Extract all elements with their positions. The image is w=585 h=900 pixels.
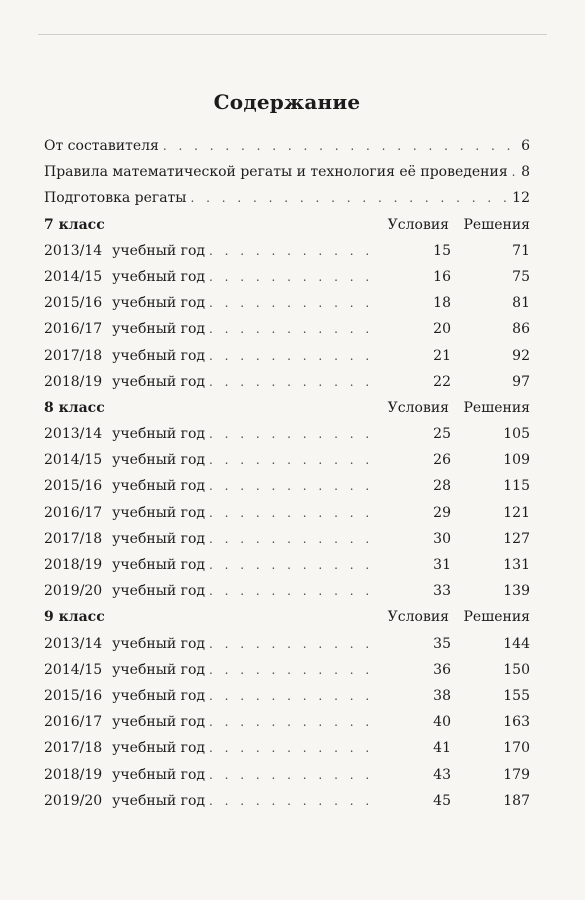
school-year	[44, 243, 205, 259]
year-range: 2015/16	[44, 687, 103, 704]
dot-leader	[209, 453, 381, 467]
year-suffix: учебный год	[112, 321, 206, 338]
solutions-page: 127	[503, 530, 530, 547]
toc-entry[interactable]	[44, 190, 530, 216]
conditions-page: 20	[433, 321, 451, 338]
year-range: 2017/18	[44, 530, 103, 547]
year-suffix: учебный год	[112, 373, 206, 390]
conditions-page: 15	[433, 242, 451, 259]
year-suffix: учебный год	[112, 766, 206, 783]
solutions-column-label: Решения	[463, 609, 530, 626]
school-year	[44, 531, 205, 547]
solutions-page: 179	[503, 766, 530, 783]
class-sections	[44, 217, 530, 819]
conditions-column-label: Условия	[387, 399, 449, 416]
toc-entry[interactable]	[44, 348, 530, 374]
year-range: 2017/18	[44, 347, 103, 364]
school-year	[44, 557, 205, 573]
solutions-page: 71	[512, 242, 530, 259]
year-suffix: учебный год	[112, 661, 206, 678]
conditions-page: 31	[433, 557, 451, 573]
solutions-page: 92	[512, 347, 530, 364]
dot-leader	[209, 794, 381, 808]
solutions-page: 144	[503, 635, 530, 652]
solutions-page: 115	[503, 478, 530, 495]
school-year	[44, 374, 205, 390]
dot-leader	[209, 270, 381, 284]
dot-leader	[163, 139, 517, 153]
dot-leader	[209, 296, 381, 310]
year-range: 2014/15	[44, 452, 103, 469]
dot-leader	[209, 741, 381, 755]
dot-leader	[209, 506, 381, 520]
school-year	[44, 636, 205, 652]
dot-leader	[512, 165, 517, 179]
conditions-page: 28	[433, 478, 451, 495]
year-suffix: учебный год	[112, 426, 206, 443]
conditions-page: 43	[433, 766, 451, 783]
year-suffix: учебный год	[112, 295, 206, 312]
dot-leader	[209, 479, 381, 493]
school-year	[44, 688, 205, 704]
year-range: 2013/14	[44, 426, 103, 443]
solutions-page: 81	[512, 295, 530, 312]
dot-leader	[209, 349, 381, 363]
school-year	[44, 321, 205, 337]
solutions-page: 97	[512, 373, 530, 390]
school-year	[44, 583, 205, 599]
toc-entry[interactable]	[44, 243, 530, 269]
conditions-page: 16	[433, 268, 451, 285]
school-year	[44, 767, 205, 783]
solutions-page: 150	[503, 661, 530, 678]
entry-page: 12	[512, 190, 530, 207]
toc-entry[interactable]	[44, 636, 530, 662]
year-suffix: учебный год	[112, 478, 206, 495]
conditions-page: 45	[433, 792, 451, 809]
conditions-page: 41	[433, 740, 451, 757]
toc-entry[interactable]	[44, 478, 530, 504]
toc-entry[interactable]	[44, 688, 530, 714]
toc-entry[interactable]	[44, 374, 530, 400]
dot-leader	[209, 558, 381, 572]
solutions-page: 131	[503, 557, 530, 573]
solutions-page: 121	[503, 504, 530, 521]
intro-list	[44, 138, 530, 217]
year-suffix: учебный год	[112, 268, 206, 285]
toc-entry[interactable]	[44, 662, 530, 688]
conditions-page: 38	[433, 687, 451, 704]
toc-entry[interactable]	[44, 557, 530, 583]
dot-leader	[209, 663, 381, 677]
year-suffix: учебный год	[112, 792, 206, 809]
solutions-page: 187	[503, 792, 530, 809]
year-suffix: учебный год	[112, 452, 206, 469]
solutions-column-label: Решения	[463, 216, 530, 233]
conditions-page: 25	[433, 426, 451, 443]
year-suffix: учебный год	[112, 714, 206, 731]
year-range: 2015/16	[44, 295, 103, 312]
year-range: 2018/19	[44, 373, 103, 390]
header-rule	[38, 34, 547, 35]
solutions-page: 170	[503, 740, 530, 757]
year-suffix: учебный год	[112, 687, 206, 704]
entry-page: 6	[521, 138, 530, 154]
year-range: 2017/18	[44, 740, 103, 757]
dot-leader	[209, 322, 381, 336]
year-suffix: учебный год	[112, 740, 206, 757]
solutions-column-label: Решения	[463, 399, 530, 416]
conditions-page: 40	[433, 714, 451, 731]
toc-entry[interactable]	[44, 793, 530, 819]
year-suffix: учебный год	[112, 583, 206, 600]
year-suffix: учебный год	[112, 557, 206, 573]
conditions-column-label: Условия	[387, 609, 449, 626]
conditions-column-label: Условия	[387, 216, 449, 233]
year-range: 2014/15	[44, 268, 103, 285]
year-range: 2016/17	[44, 714, 103, 731]
toc-entry[interactable]	[44, 138, 530, 164]
dot-leader	[209, 375, 381, 389]
year-suffix: учебный год	[112, 347, 206, 364]
solutions-page: 86	[512, 321, 530, 338]
conditions-page: 33	[433, 583, 451, 600]
year-range: 2018/19	[44, 766, 103, 783]
school-year	[44, 348, 205, 364]
dot-leader	[209, 427, 381, 441]
solutions-page: 155	[503, 687, 530, 704]
class-heading-row	[44, 609, 530, 635]
year-range: 2019/20	[44, 792, 103, 809]
dot-leader	[209, 715, 381, 729]
toc-entry[interactable]	[44, 269, 530, 295]
dot-leader	[209, 637, 381, 651]
year-range: 2018/19	[44, 557, 103, 573]
school-year	[44, 452, 205, 468]
school-year	[44, 426, 205, 442]
year-suffix: учебный год	[112, 635, 206, 652]
dot-leader	[209, 584, 381, 598]
school-year	[44, 714, 205, 730]
year-suffix: учебный год	[112, 242, 206, 259]
conditions-page: 26	[433, 452, 451, 469]
dot-leader	[209, 532, 381, 546]
year-range: 2015/16	[44, 478, 103, 495]
school-year	[44, 478, 205, 494]
toc-entry[interactable]	[44, 714, 530, 740]
toc-page	[44, 90, 530, 819]
solutions-page: 75	[512, 268, 530, 285]
toc-entry[interactable]	[44, 767, 530, 793]
dot-leader	[209, 689, 381, 703]
school-year	[44, 295, 205, 311]
school-year	[44, 740, 205, 756]
toc-entry[interactable]	[44, 531, 530, 557]
school-year	[44, 269, 205, 285]
toc-entry[interactable]	[44, 452, 530, 478]
year-range: 2019/20	[44, 583, 103, 600]
entry-title: Правила математической регаты и технология её проведения	[44, 164, 508, 181]
entry-title: От составителя	[44, 138, 159, 154]
dot-leader	[209, 768, 381, 782]
class-heading: 7 класс	[44, 216, 105, 233]
entry-page: 8	[521, 164, 530, 181]
year-range: 2016/17	[44, 321, 103, 338]
class-heading-row	[44, 400, 530, 426]
year-range: 2013/14	[44, 635, 103, 652]
toc-entry[interactable]	[44, 295, 530, 321]
solutions-page: 109	[503, 452, 530, 469]
class-heading-row	[44, 217, 530, 243]
toc-entry[interactable]	[44, 583, 530, 609]
toc-entry[interactable]	[44, 740, 530, 766]
conditions-page: 22	[433, 373, 451, 390]
year-suffix: учебный год	[112, 504, 206, 521]
page-title: Содержание	[213, 90, 361, 114]
school-year	[44, 793, 205, 809]
solutions-page: 163	[503, 714, 530, 731]
conditions-page: 29	[433, 504, 451, 521]
toc-entry[interactable]	[44, 505, 530, 531]
conditions-page: 35	[433, 635, 451, 652]
year-range: 2013/14	[44, 242, 103, 259]
solutions-page: 105	[503, 426, 530, 443]
conditions-page: 18	[433, 295, 451, 312]
class-heading: 9 класс	[44, 609, 105, 626]
toc-entry[interactable]	[44, 321, 530, 347]
dot-leader	[209, 244, 381, 258]
year-range: 2016/17	[44, 504, 103, 521]
toc-entry[interactable]	[44, 426, 530, 452]
school-year	[44, 662, 205, 678]
conditions-page: 21	[433, 347, 451, 364]
entry-title: Подготовка регаты	[44, 190, 187, 207]
school-year	[44, 505, 205, 521]
dot-leader	[190, 191, 508, 205]
conditions-page: 30	[433, 530, 451, 547]
year-suffix: учебный год	[112, 530, 206, 547]
class-heading: 8 класс	[44, 399, 105, 416]
conditions-page: 36	[433, 661, 451, 678]
solutions-page: 139	[503, 583, 530, 600]
toc-entry[interactable]	[44, 164, 530, 190]
year-range: 2014/15	[44, 661, 103, 678]
